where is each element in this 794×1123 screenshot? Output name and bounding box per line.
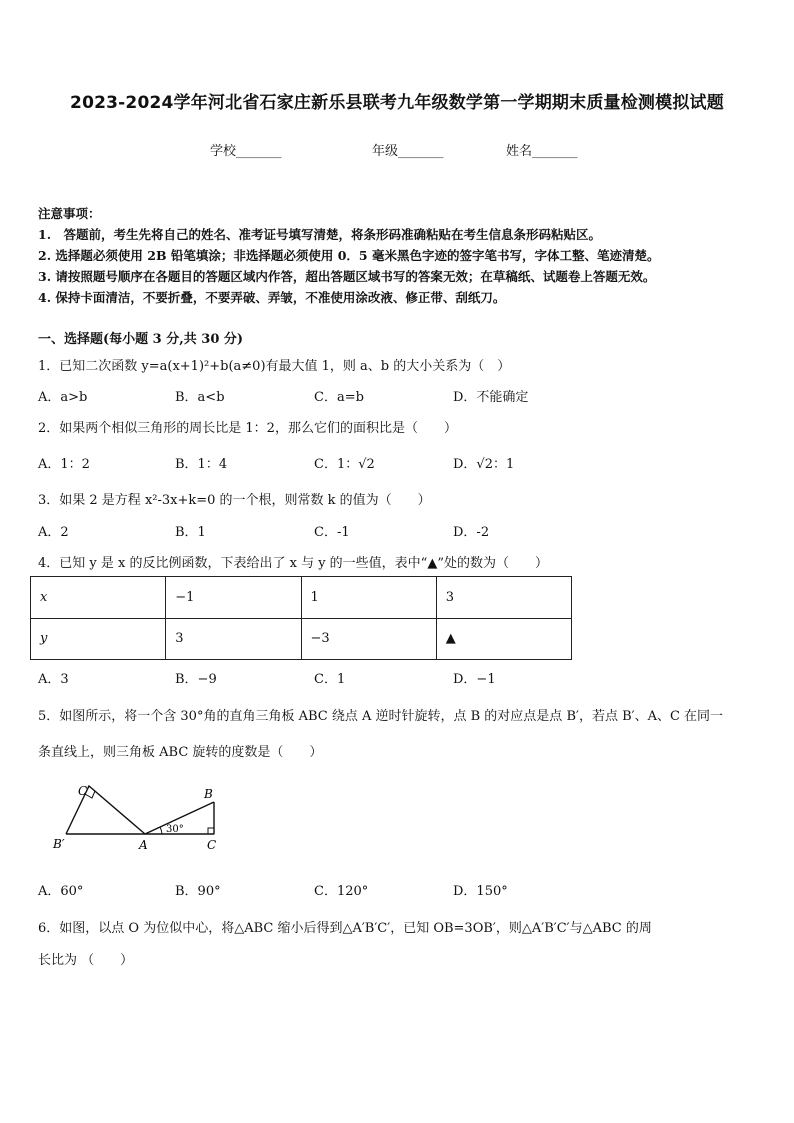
question-3-option-d: D．-2 [453, 525, 490, 540]
angle-arc [160, 827, 162, 834]
label-b: B [204, 787, 213, 801]
question-4-option-b: B．−9 [175, 672, 217, 687]
right-angle-mark-c [208, 828, 214, 834]
label-c: C [207, 838, 217, 852]
table-row [31, 577, 572, 619]
label-a: A [139, 838, 148, 852]
name-field: 姓名_______ [506, 144, 578, 159]
question-3-option-c: C．-1 [314, 525, 350, 540]
question-2-option-d: D．√2：1 [453, 457, 515, 472]
school-field: 学校_______ [210, 144, 282, 159]
question-1-option-d: D．不能确定 [453, 390, 529, 405]
question-5-option-b: B．90° [175, 884, 221, 899]
table-cell: 3 [166, 618, 301, 660]
section-heading: 一、选择题(每小题 3 分,共 30 分) [38, 332, 244, 347]
notice-item-1: 1. 答题前，考生先将自己的姓名、准考证号填写清楚，将条形码准确粘贴在考生信息条形码粘贴区。 [38, 227, 602, 242]
notice-item-2: 2. 选择题必须使用 2B 铅笔填涂；非选择题必须使用 0．5 毫米黑色字迹的签字笔书写，字体工整、笔迹清楚。 [38, 248, 660, 263]
question-5-option-c: C．120° [314, 884, 369, 899]
question-4-option-c: C．1 [314, 672, 346, 687]
question-2-option-c: C．1：√2 [314, 457, 375, 472]
page-title: 2023-2024学年河北省石家庄新乐县联考九年级数学第一学期期末质量检测模拟试题 [70, 93, 724, 113]
question-4-option-d: D．−1 [453, 672, 496, 687]
question-5-stem-line-1: 5．如图所示，将一个含 30°角的直角三角板 ABC 绕点 A 逆时针旋转，点 B 的对应点是点 B′，若点 B′、A、C 在同一 [38, 709, 724, 724]
question-5-option-a: A．60° [38, 884, 84, 899]
question-4-option-a: A．3 [38, 672, 69, 687]
question-1-option-a: A．a>b [38, 390, 88, 405]
label-b-prime: B′ [53, 837, 65, 851]
notice-heading: 注意事项： [38, 206, 101, 221]
question-5-figure [40, 778, 240, 858]
table-cell: y [31, 618, 166, 660]
question-4-table [30, 576, 572, 660]
table-row [31, 618, 572, 660]
question-3-option-a: A．2 [38, 525, 69, 540]
table-cell: x [31, 577, 166, 619]
question-4-stem: 4．已知 y 是 x 的反比例函数，下表给出了 x 与 y 的一些值，表中“▲”处的数为（ ） [38, 556, 548, 571]
label-angle: 30° [166, 824, 184, 835]
question-2-stem: 2．如果两个相似三角形的周长比是 1：2，那么它们的面积比是（ ） [38, 421, 457, 436]
question-1-option-c: C．a=b [314, 390, 364, 405]
question-3-stem: 3．如果 2 是方程 x²-3x+k=0 的一个根，则常数 k 的值为（ ） [38, 493, 431, 508]
table-cell: ▲ [436, 618, 571, 660]
table-cell: 3 [436, 577, 571, 619]
question-5-option-d: D．150° [453, 884, 508, 899]
label-c-prime: C′ [78, 784, 90, 798]
question-1-option-b: B．a<b [175, 390, 225, 405]
notice-item-4: 4. 保持卡面清洁，不要折叠，不要弄破、弄皱，不准使用涂改液、修正带、刮纸刀。 [38, 290, 506, 305]
table-cell: −3 [301, 618, 436, 660]
question-5-stem-line-2: 条直线上，则三角板 ABC 旋转的度数是（ ） [38, 745, 323, 760]
table-cell: 1 [301, 577, 436, 619]
question-3-option-b: B．1 [175, 525, 206, 540]
question-6-stem-line-2: 长比为 （ ） [38, 953, 134, 968]
grade-field: 年级_______ [372, 144, 444, 159]
question-2-option-a: A．1：2 [38, 457, 90, 472]
notice-item-3: 3. 请按照题号顺序在各题目的答题区域内作答，超出答题区域书写的答案无效；在草稿纸、试题卷上答题无效。 [38, 269, 656, 284]
question-6-stem-line-1: 6．如图，以点 O 为位似中心，将△ABC 缩小后得到△A′B′C′，已知 OB=3OB′，则△A′B′C′与△ABC 的周 [38, 921, 652, 936]
question-2-option-b: B．1：4 [175, 457, 228, 472]
question-1-stem: 1．已知二次函数 y=a(x+1)²+b(a≠0)有最大值 1，则 a、b 的大小关系为（ ） [38, 359, 511, 374]
table-cell: −1 [166, 577, 301, 619]
